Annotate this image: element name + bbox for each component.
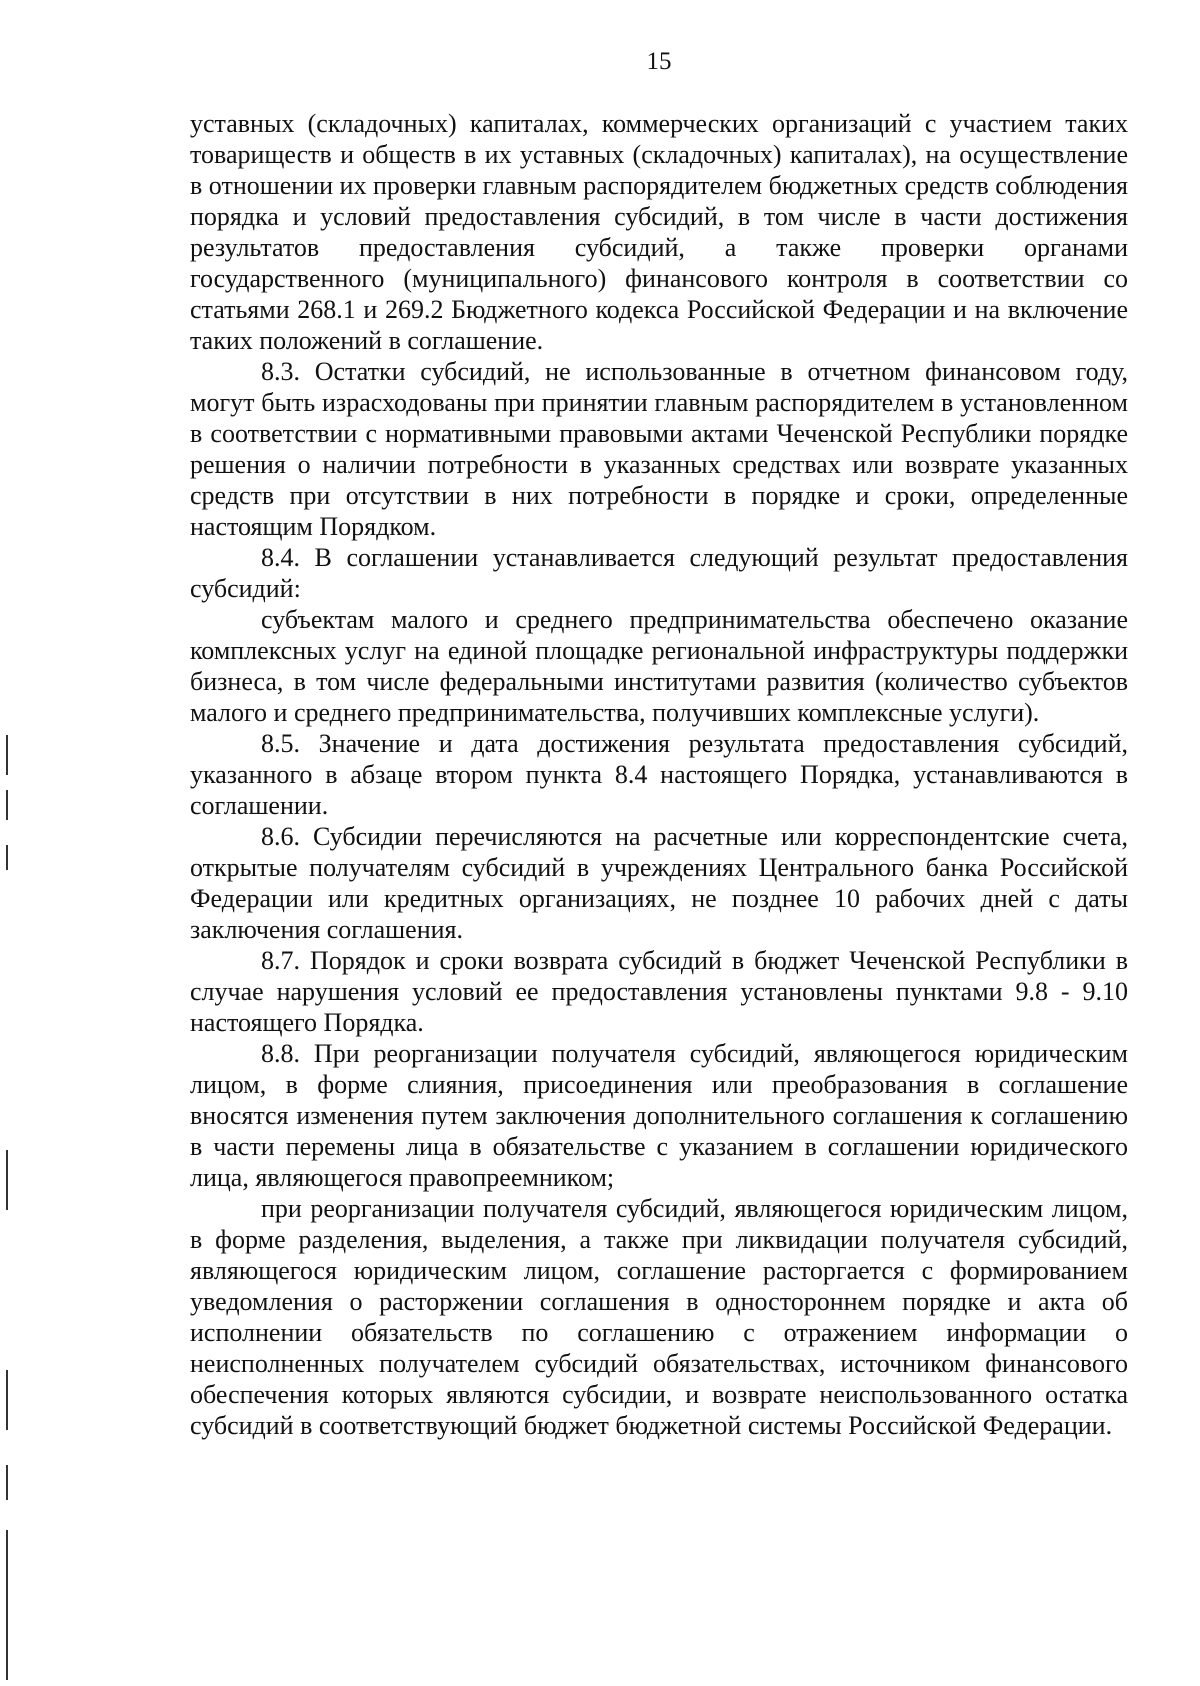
paragraph-8-3: 8.3. Остатки субсидий, не использованные в отчетном финансовом году, могут быть израсходованы при принятии главным распорядителем в установленном в соответствии с нормативными правовыми актами Чеченской Республики порядке решения о наличии потребности в указанных средствах или возврате указанных средств при отсутствии в них потребности в порядке и сроки, определенные настоящим Порядком. — [190, 357, 1128, 541]
scan-artifact — [6, 1530, 8, 1680]
paragraph-8-8-continued: при реорганизации получателя субсидий, являющегося юридическим лицом, в форме разделения, выделения, а также при ликвидации получателя субсидий, являющегося юридическим лицом, соглашение расторгается с формированием уведомления о расторжении соглашения в одностороннем порядке и акта об исполнении обязательств по соглашению с отражением информации о неисполненных получателем субсидий обязательствах, источником финансового обеспечения которых являются субсидии, и возврате неиспользованного остатка субсидий в соответствующий бюджет бюджетной системы Российской Федерации. — [190, 1194, 1128, 1440]
paragraph-8-4-result: субъектам малого и среднего предпринимательства обеспечено оказание комплексных услуг на единой площадке региональной инфраструктуры поддержки бизнеса, в том числе федеральными институтами развития (количество субъектов малого и среднего предпринимательства, получивших комплексные услуги). — [190, 605, 1128, 727]
scan-artifact — [6, 1150, 8, 1210]
paragraph-8-8: 8.8. При реорганизации получателя субсидий, являющегося юридическим лицом, в форме слияния, присоединения или преобразования в соглашение вносятся изменения путем заключения дополнительного соглашения к соглашению в части перемены лица в обязательстве с указанием в соглашении юридического лица, являющегося правопреемником; — [190, 1039, 1128, 1192]
page-number: 15 — [646, 48, 672, 75]
paragraph-8-6: 8.6. Субсидии перечисляются на расчетные или корреспондентские счета, открытые получателям субсидий в учреждениях Центрального банка Российской Федерации или кредитных организациях, не позднее 10 рабочих дней с даты заключения соглашения. — [190, 822, 1128, 944]
scan-artifact — [6, 790, 8, 820]
scan-artifact — [6, 1370, 8, 1430]
scan-artifact — [6, 845, 8, 870]
paragraph-8-4: 8.4. В соглашении устанавливается следующий результат предоставления субсидий: — [190, 543, 1128, 603]
paragraph-8-5: 8.5. Значение и дата достижения результата предоставления субсидий, указанного в абзаце втором пункта 8.4 настоящего Порядка, устанавливаются в соглашении. — [190, 729, 1128, 820]
paragraph-continuation: уставных (складочных) капиталах, коммерческих организаций с участием таких товариществ и обществ в их уставных (складочных) капиталах), на осуществление в отношении их проверки главным распорядителем бюджетных средств соблюдения порядка и условий предоставления субсидий, в том числе в части достижения результатов предоставления субсидий, а также проверки органами государственного (муниципального) финансового контроля в соответствии со статьями 268.1 и 269.2 Бюджетного кодекса Российской Федерации и на включение таких положений в соглашение. — [190, 109, 1128, 355]
scan-artifact — [6, 735, 8, 775]
scan-artifact — [6, 1465, 8, 1500]
document-body — [190, 108, 1128, 1441]
paragraph-8-7: 8.7. Порядок и сроки возврата субсидий в бюджет Чеченской Республики в случае нарушения условий ее предоставления установлены пунктами 9.8 - 9.10 настоящего Порядка. — [190, 946, 1128, 1037]
